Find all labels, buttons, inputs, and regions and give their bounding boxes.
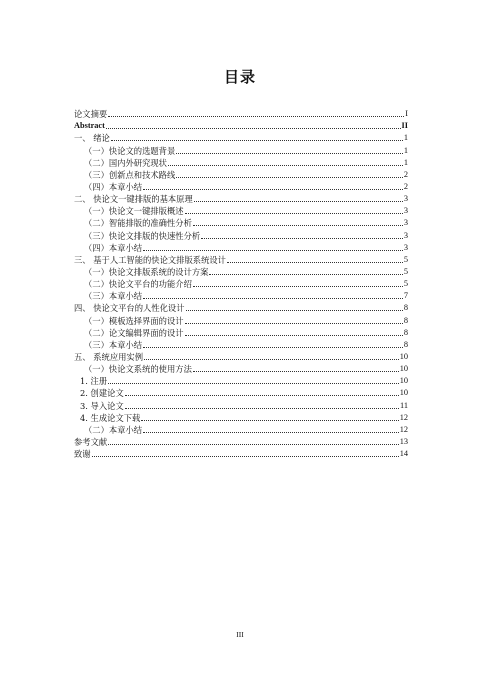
toc-leader-dots — [108, 383, 399, 384]
toc-entry[interactable] — [74, 266, 408, 278]
toc-entry[interactable] — [74, 302, 408, 314]
toc-entry-page: 10 — [399, 376, 408, 386]
toc-leader-dots — [111, 140, 403, 141]
toc-leader-dots — [186, 310, 403, 311]
toc-entry-label: （二）论文编辑界面的设计 — [84, 327, 184, 338]
toc-leader-dots — [168, 165, 403, 166]
toc-entry-label: （四）本章小结 — [84, 181, 143, 192]
toc-entry-label: （三）快论文排版的快速性分析 — [84, 230, 201, 241]
toc-entry-page: 2 — [403, 169, 408, 179]
toc-entry-page: 5 — [403, 266, 408, 276]
toc-entry[interactable] — [74, 448, 408, 460]
toc-entry-label: （二）智能排版的准确性分析 — [84, 218, 192, 229]
toc-entry-page: 8 — [403, 339, 408, 349]
toc-entry[interactable] — [74, 424, 408, 436]
toc-entry-page: 8 — [403, 327, 408, 337]
toc-entry-label: 2. 创建论文 — [80, 388, 124, 399]
toc-entry[interactable] — [74, 387, 408, 399]
toc-leader-dots — [193, 225, 403, 226]
toc-leader-dots — [143, 432, 399, 433]
toc-entry[interactable] — [74, 205, 408, 217]
toc-entry-page: 2 — [403, 181, 408, 191]
toc-entry-page: 3 — [403, 206, 408, 216]
toc-list — [74, 108, 408, 460]
toc-entry-page: 8 — [403, 315, 408, 325]
toc-entry-page: 3 — [403, 242, 408, 252]
toc-entry-label: 1. 注册 — [80, 376, 108, 387]
toc-leader-dots — [143, 189, 403, 190]
toc-entry-page: 13 — [399, 436, 408, 446]
toc-leader-dots — [143, 347, 403, 348]
toc-entry-label: 五、 系统应用实例 — [74, 351, 144, 362]
toc-leader-dots — [194, 201, 403, 202]
toc-entry[interactable] — [74, 363, 408, 375]
toc-leader-dots — [108, 444, 399, 445]
toc-entry[interactable] — [74, 144, 408, 156]
toc-entry-page: 8 — [403, 303, 408, 313]
toc-entry-label: （二）快论文平台的功能介绍 — [84, 279, 192, 290]
toc-entry-page: 12 — [399, 424, 408, 434]
toc-entry[interactable] — [74, 108, 408, 120]
toc-leader-dots — [185, 323, 403, 324]
toc-entry[interactable] — [74, 120, 408, 132]
toc-entry-page: 10 — [399, 364, 408, 374]
toc-entry[interactable] — [74, 412, 408, 424]
toc-entry-label: （一）快论文的选题背景 — [84, 145, 176, 156]
toc-entry-label: （一）模板选择界面的设计 — [84, 315, 184, 326]
toc-entry-label: （四）本章小结 — [84, 242, 143, 253]
toc-entry-label: 二、 快论文一键排版的基本原理 — [74, 194, 193, 205]
toc-entry-label: 参考文献 — [74, 436, 108, 447]
toc-leader-dots — [176, 153, 403, 154]
toc-entry-page: I — [405, 109, 408, 119]
toc-entry[interactable] — [74, 242, 408, 254]
toc-leader-dots — [92, 456, 399, 457]
toc-entry-label: （一）快论文排版系统的设计方案 — [84, 266, 209, 277]
toc-entry-page: 3 — [403, 194, 408, 204]
toc-leader-dots — [176, 177, 403, 178]
toc-entry-label: 3. 导入论文 — [80, 400, 124, 411]
toc-entry[interactable] — [74, 254, 408, 266]
toc-entry-label: 论文摘要 — [74, 109, 108, 120]
toc-title: 目录 — [223, 68, 256, 86]
toc-leader-dots — [143, 298, 403, 299]
toc-leader-dots — [185, 213, 403, 214]
toc-entry-page: 11 — [400, 400, 408, 410]
toc-entry-label: （二）本章小结 — [84, 424, 143, 435]
toc-entry-page: 7 — [403, 291, 408, 301]
toc-entry[interactable] — [74, 157, 408, 169]
toc-entry-label: （二）国内外研究现状 — [84, 157, 167, 168]
toc-leader-dots — [185, 335, 403, 336]
toc-leader-dots — [125, 395, 399, 396]
toc-entry-page: 1 — [403, 133, 408, 143]
toc-entry[interactable] — [74, 327, 408, 339]
toc-entry-page: 3 — [403, 218, 408, 228]
toc-leader-dots — [227, 262, 403, 263]
toc-entry[interactable] — [74, 217, 408, 229]
toc-entry-label: （一）快论文一键排版概述 — [84, 206, 184, 217]
toc-entry[interactable] — [74, 375, 408, 387]
toc-entry-page: 12 — [399, 412, 408, 422]
toc-leader-dots — [108, 116, 404, 117]
toc-entry-page: 5 — [403, 254, 408, 264]
toc-entry-page: II — [401, 121, 408, 131]
toc-leader-dots — [193, 371, 399, 372]
toc-entry[interactable] — [74, 278, 408, 290]
toc-entry-label: 三、 基于人工智能的快论文排版系统设计 — [74, 254, 226, 265]
toc-leader-dots — [125, 408, 399, 409]
toc-entry-page: 3 — [403, 230, 408, 240]
toc-entry[interactable] — [74, 193, 408, 205]
toc-entry-label: 致谢 — [74, 449, 91, 460]
toc-leader-dots — [209, 274, 402, 275]
toc-entry-label: （三）本章小结 — [84, 291, 143, 302]
toc-entry-page: 1 — [403, 145, 408, 155]
toc-entry-page: 10 — [399, 351, 408, 361]
toc-leader-dots — [144, 359, 399, 360]
toc-entry[interactable] — [74, 399, 408, 411]
toc-entry-label: 一、 绪论 — [74, 133, 110, 144]
toc-entry-page: 14 — [399, 449, 408, 459]
toc-entry[interactable] — [74, 290, 408, 302]
toc-entry-label: （一）快论文系统的使用方法 — [84, 364, 192, 375]
toc-entry-label: （三）创新点和技术路线 — [84, 169, 176, 180]
toc-leader-dots — [193, 286, 403, 287]
toc-leader-dots — [106, 128, 401, 129]
toc-entry[interactable] — [74, 169, 408, 181]
toc-leader-dots — [201, 238, 403, 239]
toc-entry-label: （三）本章小结 — [84, 339, 143, 350]
toc-entry-page: 5 — [403, 279, 408, 289]
toc-leader-dots — [141, 420, 398, 421]
toc-entry-label: 4. 生成论文下载 — [80, 412, 141, 423]
toc-entry[interactable] — [74, 339, 408, 351]
toc-entry-page: 1 — [403, 157, 408, 167]
toc-entry-label: 四、 快论文平台的人性化设计 — [74, 303, 185, 314]
toc-entry[interactable] — [74, 181, 408, 193]
toc-entry[interactable] — [74, 132, 408, 144]
toc-entry[interactable] — [74, 314, 408, 326]
toc-entry[interactable] — [74, 229, 408, 241]
toc-entry-page: 10 — [399, 388, 408, 398]
toc-leader-dots — [143, 250, 403, 251]
toc-entry[interactable] — [74, 436, 408, 448]
toc-entry-label: Abstract — [74, 121, 105, 131]
toc-entry[interactable] — [74, 351, 408, 363]
page-number: III — [236, 630, 244, 639]
